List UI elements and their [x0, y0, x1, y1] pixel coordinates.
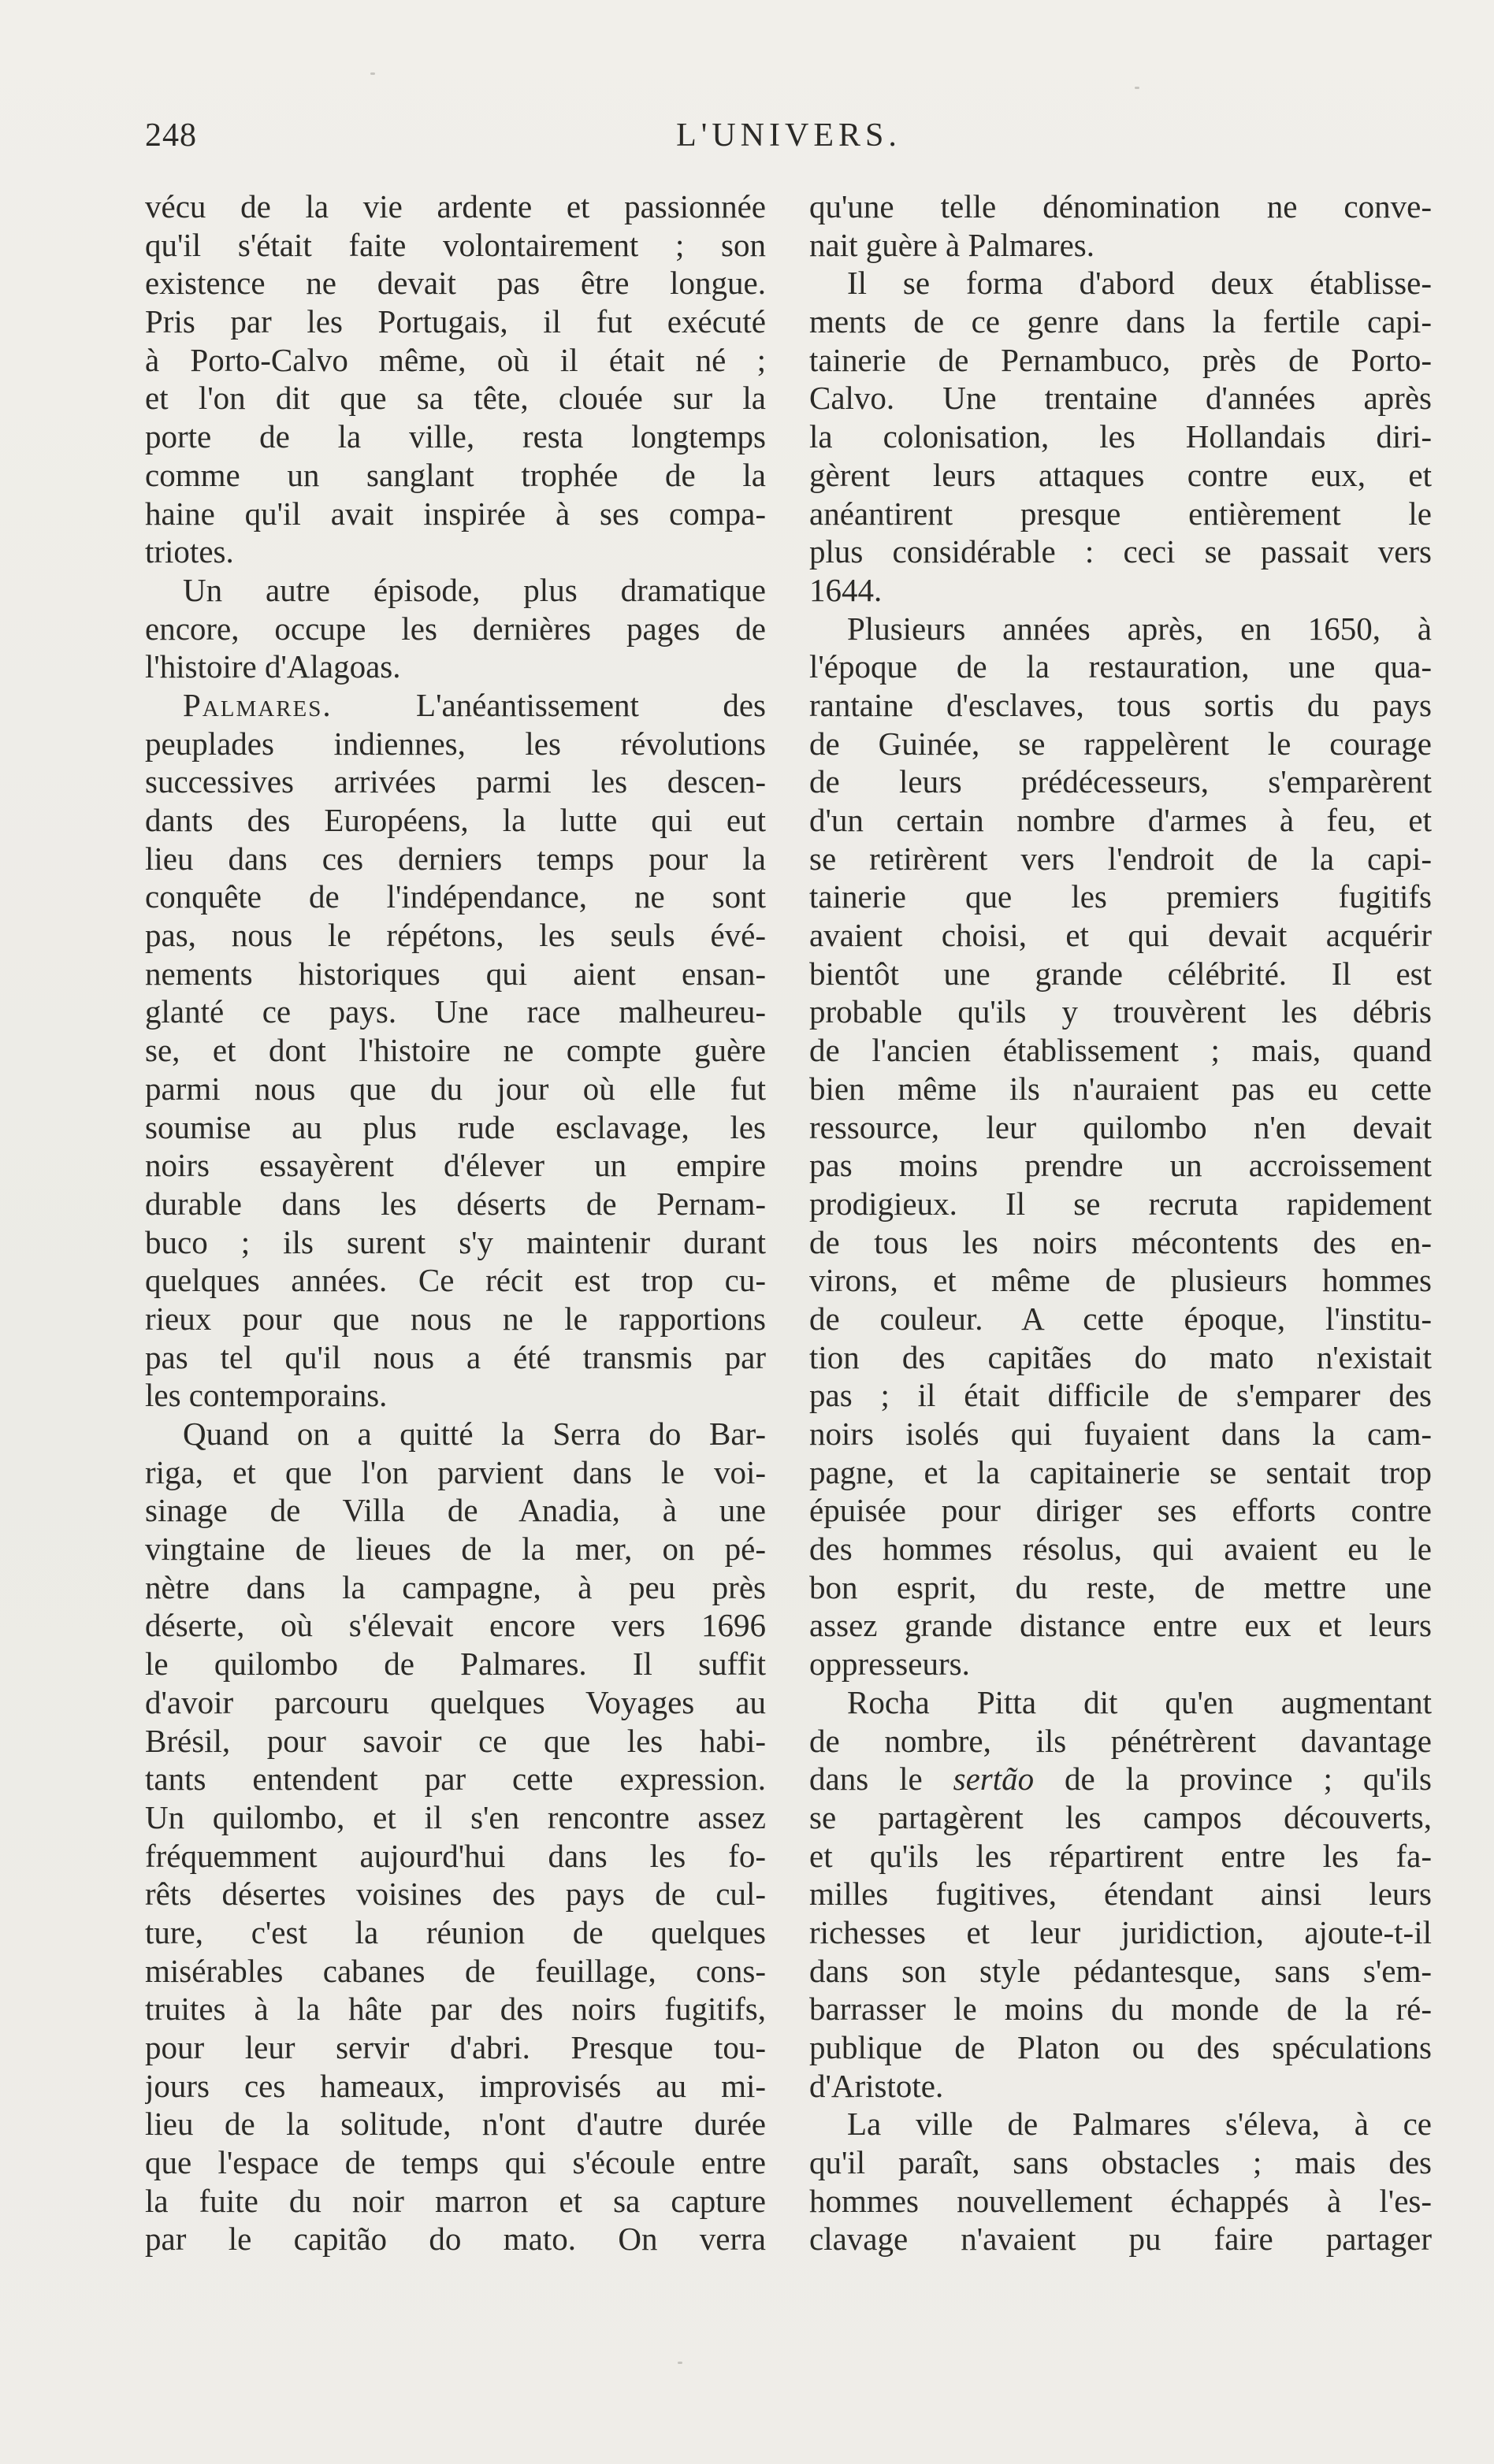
text-line: [145, 1952, 766, 1991]
line-text: Il se forma d'abord deux établisse-: [847, 265, 1432, 302]
line-text: milles fugitives, étendant ainsi leurs: [809, 1876, 1432, 1913]
text-line: [809, 1223, 1432, 1262]
paper-speck: [370, 72, 375, 75]
line-text: tion des capitães do mato n'existait: [809, 1338, 1432, 1375]
line-text: les contemporains.: [145, 1377, 388, 1414]
line-text: la colonisation, les Hollandais diri-: [809, 418, 1432, 455]
text-line: [145, 1070, 766, 1108]
line-text: virons, et même de plusieurs hommes: [809, 1262, 1432, 1299]
text-line: [809, 1530, 1432, 1568]
text-line: [145, 1606, 766, 1645]
text-line: [809, 2220, 1432, 2258]
text-line: [145, 1913, 766, 1952]
text-line: [145, 1760, 766, 1798]
text-line: [145, 1108, 766, 1147]
text-line: [809, 1645, 1432, 1683]
page-number: 248: [145, 117, 197, 154]
line-text: soumise au plus rude esclavage, les: [145, 1108, 766, 1145]
text-line: [145, 1338, 766, 1377]
line-text: pagne, et la capitainerie se sentait trop: [809, 1453, 1432, 1490]
line-text: par le capitão do mato. On verra: [145, 2221, 766, 2258]
line-text: clavage n'avaient pu faire partager: [809, 2221, 1432, 2258]
text-line: [809, 1606, 1432, 1645]
line-text: de Guinée, se rappelèrent le courage: [809, 725, 1432, 762]
line-text: 1644.: [809, 571, 883, 608]
line-text: d'avoir parcouru quelques Voyages au: [145, 1683, 766, 1720]
text-line: [809, 1415, 1432, 1453]
text-line: [809, 1722, 1432, 1761]
line-text: rieux pour que nous ne le rapportions: [145, 1300, 766, 1337]
line-text: fréquemment aujourd'hui dans les fo-: [145, 1837, 766, 1874]
text-line: [145, 379, 766, 417]
text-line: [145, 610, 766, 648]
line-text: noirs essayèrent d'élever un empire: [145, 1147, 766, 1184]
line-text: tainerie de Pernambuco, près de Porto-: [809, 341, 1432, 378]
line-text: bien même ils n'auraient pas eu cette: [809, 1070, 1432, 1107]
line-text: pas, nous le répétons, les seuls évé-: [145, 917, 766, 954]
line-text: Calvo. Une trentaine d'années après: [809, 380, 1432, 417]
line-text: jours ces hameaux, improvisés au mi-: [145, 2067, 766, 2104]
text-line: [809, 1798, 1432, 1837]
line-text: lieu dans ces derniers temps pour la: [145, 840, 766, 877]
text-line: [809, 1108, 1432, 1147]
text-line: [809, 2143, 1432, 2182]
line-text: qu'une telle dénomination ne conve-: [809, 188, 1432, 225]
line-text: encore, occupe les dernières pages de: [145, 610, 766, 647]
text-line: [809, 1261, 1432, 1300]
text-line: [145, 1415, 766, 1453]
line-text: le quilombo de Palmares. Il suffit: [145, 1646, 766, 1683]
text-line: [809, 1031, 1432, 1070]
text-line: [145, 1453, 766, 1492]
line-text: La ville de Palmares s'éleva, à ce: [847, 2106, 1432, 2143]
line-text: hommes nouvellement échappés à l'es-: [809, 2182, 1432, 2219]
line-text: épuisée pour diriger ses efforts contre: [809, 1492, 1432, 1529]
text-line: [809, 187, 1432, 226]
line-text: qu'il s'était faite volontairement ; son: [145, 226, 766, 263]
text-line: [809, 1568, 1432, 1607]
line-text: sinage de Villa de Anadia, à une: [145, 1492, 766, 1529]
line-text: ments de ce genre dans la fertile capi-: [809, 303, 1432, 340]
text-line: [145, 571, 766, 610]
text-line: [809, 495, 1432, 533]
line-text: Brésil, pour savoir ce que les habi-: [145, 1722, 766, 1759]
line-text: oppresseurs.: [809, 1646, 970, 1683]
line-text: des hommes résolus, qui avaient eu le: [809, 1531, 1432, 1568]
text-line: [809, 571, 1432, 610]
text-line: [809, 878, 1432, 916]
text-line: [809, 533, 1432, 571]
line-text: successives arrivées parmi les descen-: [145, 763, 766, 800]
line-text: porte de la ville, resta longtemps: [145, 418, 766, 455]
line-text: Un autre épisode, plus dramatique: [183, 571, 766, 608]
text-line: [809, 1338, 1432, 1377]
line-text: nait guère à Palmares.: [809, 226, 1095, 263]
text-line: [809, 1990, 1432, 2028]
line-text: comme un sanglant trophée de la: [145, 456, 766, 493]
line-text: et qu'ils les répartirent entre les fa-: [809, 1837, 1432, 1874]
line-text: se partagèrent les campos découverts,: [809, 1798, 1432, 1835]
text-line: [809, 993, 1432, 1031]
line-text: tainerie que les premiers fugitifs: [809, 878, 1432, 915]
text-line: [809, 1913, 1432, 1952]
text-line: [145, 801, 766, 840]
line-text: rêts désertes voisines des pays de cul-: [145, 1876, 766, 1913]
line-text: se retirèrent vers l'endroit de la capi-: [809, 840, 1432, 877]
line-text: d'un certain nombre d'armes à feu, et: [809, 802, 1432, 838]
text-line: [809, 1146, 1432, 1185]
line-text: plus considérable : ceci se passait vers: [809, 533, 1432, 570]
text-line: [145, 840, 766, 878]
text-line: [809, 2028, 1432, 2067]
line-text: gèrent leurs attaques contre eux, et: [809, 456, 1432, 493]
running-title: L'UNIVERS.: [676, 117, 901, 154]
line-text: déserte, où s'élevait encore vers 1696: [145, 1607, 766, 1644]
text-line: [145, 2220, 766, 2258]
line-text: à Porto-Calvo même, où il était né ;: [145, 341, 766, 378]
text-line: [145, 495, 766, 533]
line-text: l'histoire d'Alagoas.: [145, 648, 401, 685]
text-line: [145, 1223, 766, 1262]
text-line: [809, 341, 1432, 380]
line-text: assez grande distance entre eux et leurs: [809, 1607, 1432, 1644]
line-text: publique de Platon ou des spéculations: [809, 2029, 1432, 2065]
line-text: noirs isolés qui fuyaient dans la cam-: [809, 1416, 1432, 1452]
line-text: probable qu'ils y trouvèrent les débris: [809, 993, 1432, 1030]
text-line: [809, 1185, 1432, 1223]
text-line: [809, 1070, 1432, 1108]
text-line: [145, 1990, 766, 2028]
text-line: [145, 1645, 766, 1683]
line-text: richesses et leur juridiction, ajoute-t-il: [809, 1913, 1432, 1950]
text-line: [809, 725, 1432, 763]
line-text: bon esprit, du reste, de mettre une: [809, 1568, 1432, 1605]
text-line: [145, 187, 766, 226]
line-text: que l'espace de temps qui s'écoule entre: [145, 2144, 766, 2181]
text-line: [145, 1683, 766, 1722]
line-text: vécu de la vie ardente et passionnée: [145, 188, 766, 225]
line-text: pas ; il était difficile de s'emparer des: [809, 1377, 1432, 1414]
paper-speck: [1135, 87, 1139, 89]
line-text: et l'on dit que sa tête, clouée sur la: [145, 380, 766, 417]
text-line: [809, 1760, 1432, 1798]
line-text: glanté ce pays. Une race malheureu-: [145, 993, 766, 1030]
text-line: [809, 916, 1432, 955]
text-line: [145, 2182, 766, 2221]
line-text: de leurs prédécesseurs, s'emparèrent: [809, 763, 1432, 800]
text-line: [145, 1146, 766, 1185]
text-line: [809, 648, 1432, 686]
text-line: [809, 1952, 1432, 1991]
text-line: [145, 2067, 766, 2106]
text-line: [145, 533, 766, 571]
text-line: [809, 264, 1432, 302]
text-line: [809, 2182, 1432, 2221]
line-text: de tous les noirs mécontents des en-: [809, 1223, 1432, 1260]
line-text: misérables cabanes de feuillage, cons-: [145, 1952, 766, 1989]
line-text: prodigieux. Il se recruta rapidement: [809, 1185, 1432, 1222]
line-text: de couleur. A cette époque, l'institu-: [809, 1300, 1432, 1337]
line-text: rantaine d'esclaves, tous sortis du pays: [809, 686, 1432, 723]
text-line: [809, 1376, 1432, 1415]
text-line: [809, 1683, 1432, 1722]
line-text: dans le: [809, 1761, 953, 1798]
paper-speck: [678, 2362, 682, 2364]
text-line: [145, 993, 766, 1031]
text-line: [145, 1875, 766, 1913]
line-text: qu'il paraît, sans obstacles ; mais des: [809, 2144, 1432, 2181]
line-text: dans son style pédantesque, sans s'em-: [809, 1952, 1432, 1989]
line-text: pas tel qu'il nous a été transmis par: [145, 1338, 766, 1375]
line-text: avaient choisi, et qui devait acquérir: [809, 917, 1432, 954]
line-text: buco ; ils surent s'y maintenir durant: [145, 1223, 766, 1260]
line-text: vingtaine de lieues de la mer, on pé-: [145, 1531, 766, 1568]
text-line: [809, 226, 1432, 265]
text-line: [809, 417, 1432, 456]
text-line: [809, 1491, 1432, 1530]
section-heading: Palmares.: [183, 686, 333, 723]
line-text: de nombre, ils pénétrèrent davantage: [809, 1722, 1432, 1759]
line-text: tants entendent par cette expression.: [145, 1761, 766, 1798]
line-text: anéantirent presque entièrement le: [809, 495, 1432, 532]
line-text: existence ne devait pas être longue.: [145, 265, 766, 302]
text-line: [809, 302, 1432, 341]
text-line: [809, 1453, 1432, 1492]
text-line: [145, 1261, 766, 1300]
text-line: [809, 379, 1432, 417]
text-line: [145, 2143, 766, 2182]
text-line: [809, 610, 1432, 648]
line-text: riga, et que l'on parvient dans le voi-: [145, 1453, 766, 1490]
line-text: truites à la hâte par des noirs fugitifs,: [145, 1991, 766, 2028]
line-text: triotes.: [145, 533, 234, 570]
line-text: se, et dont l'histoire ne compte guère: [145, 1032, 766, 1069]
text-line: [145, 341, 766, 380]
text-line: [145, 725, 766, 763]
text-line: [145, 763, 766, 801]
text-line: [809, 1837, 1432, 1876]
line-text: d'Aristote.: [809, 2067, 944, 2104]
right-text-column: [809, 187, 1432, 2258]
line-text: L'anéantissement des: [332, 686, 766, 723]
text-line: [145, 1722, 766, 1761]
line-text: pas moins prendre un accroissement: [809, 1147, 1432, 1184]
text-line: [145, 1837, 766, 1876]
line-text: parmi nous que du jour où elle fut: [145, 1070, 766, 1107]
text-line: [809, 801, 1432, 840]
running-header: [145, 117, 1433, 164]
text-line: [145, 1568, 766, 1607]
line-text: barrasser le moins du monde de la ré-: [809, 1991, 1432, 2028]
line-text: pour leur servir d'abri. Presque tou-: [145, 2029, 766, 2065]
text-line: [145, 2105, 766, 2143]
left-text-column: [145, 187, 766, 2258]
line-text: lieu de la solitude, n'ont d'autre durée: [145, 2106, 766, 2143]
text-line: [145, 264, 766, 302]
line-text: peuplades indiennes, les révolutions: [145, 725, 766, 762]
text-line: [809, 456, 1432, 495]
line-text: bientôt une grande célébrité. Il est: [809, 955, 1432, 992]
text-line: [809, 2067, 1432, 2106]
text-line: [145, 1185, 766, 1223]
text-line: [145, 648, 766, 686]
line-text: ressource, leur quilombo n'en devait: [809, 1108, 1432, 1145]
text-line: [145, 417, 766, 456]
text-line: [809, 2105, 1432, 2143]
text-line: [145, 1491, 766, 1530]
text-line: [809, 1875, 1432, 1913]
text-line: [145, 2028, 766, 2067]
text-line: [145, 878, 766, 916]
line-text: dants des Européens, la lutte qui eut: [145, 802, 766, 838]
text-line: [145, 955, 766, 993]
line-text: Rocha Pitta dit qu'en augmentant: [847, 1683, 1432, 1720]
text-line: [145, 686, 766, 725]
line-text: durable dans les déserts de Pernam-: [145, 1185, 766, 1222]
text-line: [145, 1376, 766, 1415]
line-text: l'époque de la restauration, une qua-: [809, 648, 1432, 685]
line-text: de l'ancien établissement ; mais, quand: [809, 1032, 1432, 1069]
text-line: [145, 1031, 766, 1070]
line-text: Plusieurs années après, en 1650, à: [847, 610, 1432, 647]
line-text: conquête de l'indépendance, ne sont: [145, 878, 766, 915]
line-text: de la province ; qu'ils: [1034, 1761, 1432, 1798]
text-line: [809, 763, 1432, 801]
line-text: ture, c'est la réunion de quelques: [145, 1913, 766, 1950]
text-line: [809, 840, 1432, 878]
text-line: [145, 302, 766, 341]
line-text: Un quilombo, et il s'en rencontre assez: [145, 1798, 766, 1835]
line-text: nètre dans la campagne, à peu près: [145, 1568, 766, 1605]
line-text: quelques années. Ce récit est trop cu-: [145, 1262, 766, 1299]
text-line: [145, 456, 766, 495]
text-line: [809, 1300, 1432, 1338]
text-line: [145, 1300, 766, 1338]
text-line: [145, 1530, 766, 1568]
line-text: haine qu'il avait inspirée à ses compa-: [145, 495, 766, 532]
text-line: [809, 686, 1432, 725]
line-text: Quand on a quitté la Serra do Bar-: [183, 1416, 766, 1452]
text-line: [145, 916, 766, 955]
italic-term: sertão: [953, 1761, 1035, 1798]
line-text: la fuite du noir marron et sa capture: [145, 2182, 766, 2219]
text-line: [809, 955, 1432, 993]
line-text: nements historiques qui aient ensan-: [145, 955, 766, 992]
line-text: Pris par les Portugais, il fut exécuté: [145, 303, 766, 340]
text-line: [145, 226, 766, 265]
text-line: [145, 1798, 766, 1837]
